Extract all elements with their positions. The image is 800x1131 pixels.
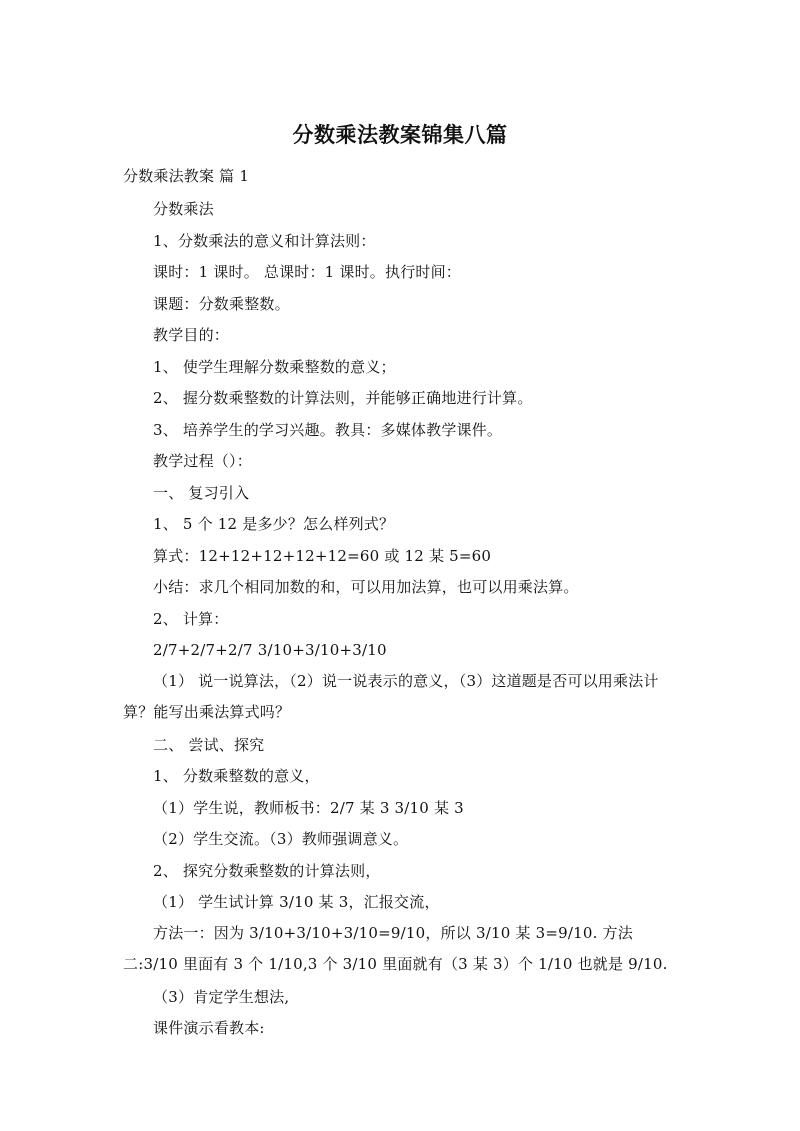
section-heading: 分数乘法教案 篇 1 [123,167,250,185]
paragraph: 教学过程（）： [153,452,252,470]
paragraph: （1） 学生试计算 3/10 某 3，汇报交流， [153,893,440,911]
paragraph: 分数乘法 [153,200,214,218]
paragraph: 小结：求几个相同加数的和，可以用加法算，也可以用乘法算。 [153,578,579,596]
list-item: 2、 握分数乘整数的计算法则，并能够正确地进行计算。 [153,389,533,407]
paragraph: 教学目的： [153,326,230,344]
list-item: 1、 分数乘整数的意义， [153,767,320,785]
paragraph: 课题：分数乘整数。 [153,295,290,313]
subsection-heading: 一、 复习引入 [153,484,250,502]
document-title: 分数乘法教案锦集八篇 [292,123,508,147]
subsection-heading: 二、 尝试、探究 [153,736,265,754]
paragraph: （3）肯定学生想法, [153,988,290,1006]
list-item: 3、 培养学生的学习兴趣。教具：多媒体教学课件。 [153,421,503,439]
paragraph: （1）学生说，教师板书：2/7 某 3 3/10 某 3 [153,799,464,817]
paragraph: 2/7+2/7+2/7 3/10+3/10+3/10 [153,641,387,659]
paragraph: 课件演示看教本: [153,1019,265,1037]
list-item: 2、 计算： [153,610,229,628]
paragraph: 方法一：因为 3/10+3/10+3/10=9/10，所以 3/10 某 3=9/10. 方法二:3/10 里面有 3 个 1/10,3 个 3/10 里面就有（3 某 3）个 1/10 也就是 9/10. [123,924,668,973]
list-item: 1、 使学生理解分数乘整数的意义； [153,358,396,376]
paragraph: 课时：1 课时。 总课时：1 课时。执行时间： [153,263,461,281]
paragraph: （2）学生交流。（3）教师强调意义。 [153,830,409,848]
list-item: 2、 探究分数乘整数的计算法则， [153,862,381,880]
paragraph: 1、分数乘法的意义和计算法则： [153,232,376,250]
paragraph: （1） 说一说算法，（2）说一说表示的意义，（3）这道题是否可以用乘法计算？能写出乘法算式吗？ [123,672,659,721]
list-item: 1、 5 个 12 是多少？怎么样列式？ [153,515,395,533]
paragraph: 算式：12+12+12+12+12=60 或 12 某 5=60 [153,547,492,565]
